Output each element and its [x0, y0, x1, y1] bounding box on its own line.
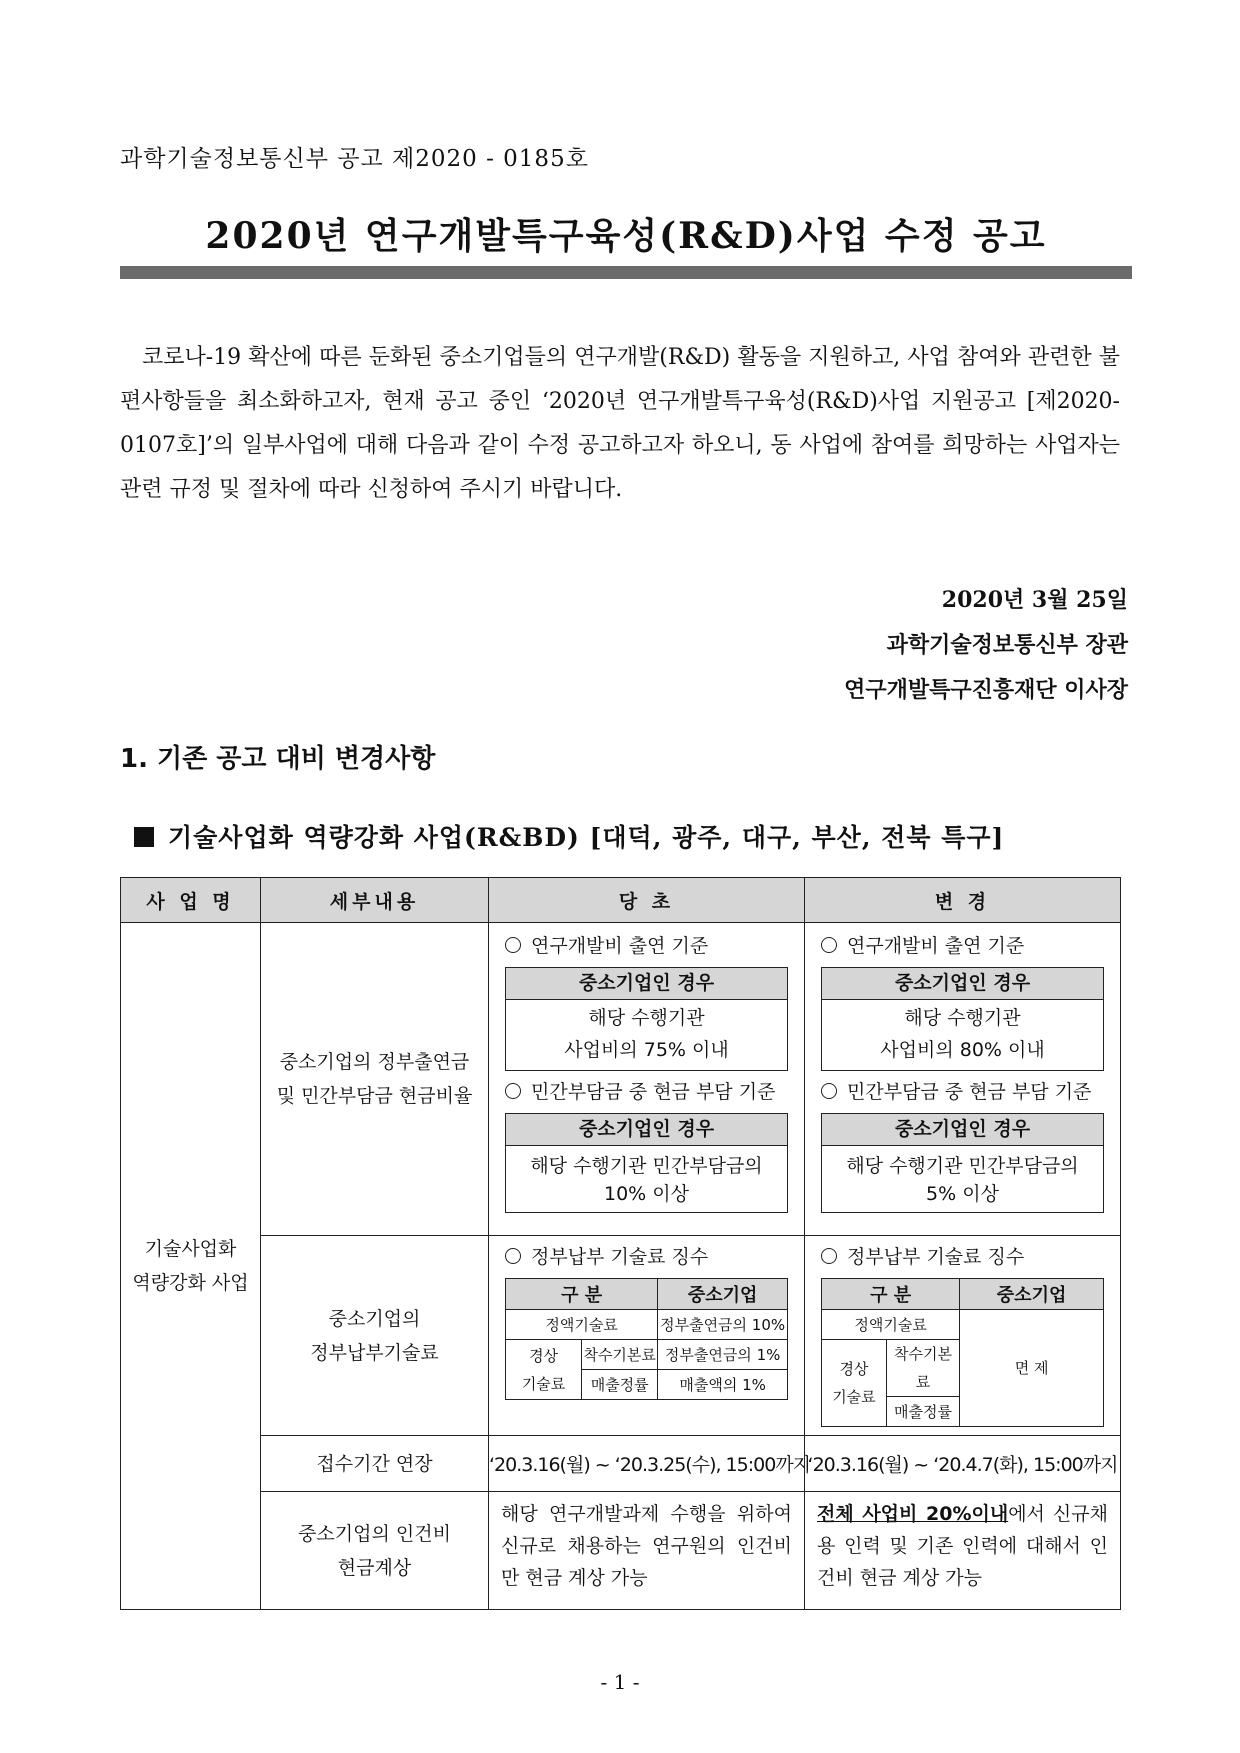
box-body: 해당 수행기관 민간부담금의 10% 이상 [530, 1155, 763, 1205]
signature-foundation: 연구개발특구진흥재단 이사장 [844, 677, 1128, 703]
page-number: - 1 - [600, 1670, 640, 1694]
table-row [121, 923, 1121, 1236]
row4-changed-emphasis: 전체 사업비 20%이내 [817, 1503, 1009, 1525]
info-box [821, 967, 1104, 1071]
row2-changed [805, 1236, 1121, 1436]
box-body: 해당 수행기관 사업비의 75% 이내 [564, 1007, 729, 1061]
box-header: 중소기업인 경우 [822, 968, 1103, 1000]
fixed-fee-label: 정액기술료 [822, 1310, 960, 1340]
box-header: 중소기업인 경우 [506, 1114, 787, 1146]
row3-changed: ‘20.3.16(월) ~ ‘20.4.7(화), 15:00까지 [805, 1436, 1121, 1492]
royalty-value: 매출액의 1% [658, 1370, 788, 1400]
circle-bullet-icon [821, 1083, 837, 1099]
row1-changed [805, 923, 1121, 1236]
fee-table-original [505, 1278, 788, 1400]
row3-original: ‘20.3.16(월) ~ ‘20.3.25(수), 15:00까지 [489, 1436, 805, 1492]
intro-paragraph [120, 336, 1120, 512]
notice-number: 과학기술정보통신부 공고 제2020 - 0185호 [120, 146, 589, 172]
circle-bullet-icon [505, 1248, 521, 1264]
fee-header-category: 구 분 [822, 1279, 960, 1310]
box-body: 해당 수행기관 사업비의 80% 이내 [880, 1007, 1045, 1061]
intro-text: 코로나-19 확산에 따른 둔화된 중소기업들의 연구개발(R&D) 활동을 지원하고, 사업 참여와 관련한 불편사항들을 최소화하고자, 현재 공고 중인 ‘2020년 연구개발특구육성(R&D)사업 지원공고 [제2020-0107호]’의 일부사업에 대해 다음과 같이 수정 공고하고자 하오니, 동 사업에 참여를 희망하는 사업자는 관련 규정 및 절차에 따라 신청하여 주시기 바랍니다. [120, 345, 1120, 502]
info-box [821, 1113, 1104, 1213]
header-details: 세부내용 [261, 878, 489, 923]
row2-label: 중소기업의 정부납부기술료 [261, 1236, 489, 1436]
info-box [505, 1113, 788, 1213]
table-row [121, 1436, 1121, 1492]
box-header: 중소기업인 경우 [822, 1114, 1103, 1146]
box-header: 중소기업인 경우 [506, 968, 787, 1000]
title-rule [120, 266, 1132, 279]
row1-original [489, 923, 805, 1236]
bullet-text: 연구개발비 출연 기준 [847, 935, 1025, 957]
table-row [121, 1236, 1121, 1436]
signature-minister: 과학기술정보통신부 장관 [886, 632, 1128, 658]
fee-header-sme: 중소기업 [658, 1279, 788, 1310]
row4-label: 중소기업의 인건비 현금계상 [261, 1492, 489, 1610]
running-fee-label: 경상 기술료 [822, 1340, 887, 1427]
row3-label: 접수기간 연장 [261, 1436, 489, 1492]
running-fee-label: 경상 기술료 [506, 1340, 582, 1400]
table-row [121, 1492, 1121, 1610]
signature-date: 2020년 3월 25일 [941, 587, 1128, 613]
down-payment-label: 착수기본료 [886, 1340, 959, 1397]
fee-table-changed [821, 1278, 1104, 1427]
royalty-label: 매출정률 [582, 1370, 658, 1400]
document-title: 2020년 연구개발특구육성(R&D)사업 수정 공고 [205, 215, 1047, 257]
section-heading: 1. 기존 공고 대비 변경사항 [120, 744, 436, 774]
bullet-text: 민간부담금 중 현금 부담 기준 [847, 1081, 1092, 1103]
table-header-row [121, 878, 1121, 923]
circle-bullet-icon [821, 937, 837, 953]
bullet-text: 연구개발비 출연 기준 [531, 935, 709, 957]
bullet-text: 정부납부 기술료 징수 [531, 1246, 709, 1268]
program-name: 기술사업화 역량강화 사업 [121, 923, 261, 1610]
fee-header-category: 구 분 [506, 1279, 658, 1310]
circle-bullet-icon [821, 1248, 837, 1264]
circle-bullet-icon [505, 1083, 521, 1099]
subsection-heading [134, 818, 1004, 854]
header-original: 당 초 [489, 878, 805, 923]
row1-label: 중소기업의 정부출연금 및 민간부담금 현금비율 [261, 923, 489, 1236]
bullet-text: 정부납부 기술료 징수 [847, 1246, 1025, 1268]
header-changed: 변 경 [805, 878, 1121, 923]
changes-table [120, 877, 1121, 1610]
bullet-text: 민간부담금 중 현금 부담 기준 [531, 1081, 776, 1103]
row4-original: 해당 연구개발과제 수행을 위하여 신규로 채용하는 연구원의 인건비만 현금 계상 가능 [489, 1492, 805, 1610]
row4-changed-text: 에서 신규채용 인력 및 기존 인력에 대해서 인건비 현금 계상 가능 [817, 1503, 1108, 1589]
down-payment-label: 착수기본료 [582, 1340, 658, 1370]
square-bullet-icon [134, 827, 154, 847]
down-payment-value: 정부출연금의 1% [658, 1340, 788, 1370]
fixed-fee-label: 정액기술료 [506, 1310, 658, 1340]
box-body: 해당 수행기관 민간부담금의 5% 이상 [846, 1155, 1079, 1205]
row2-original [489, 1236, 805, 1436]
royalty-label: 매출정률 [886, 1397, 959, 1427]
row4-changed [805, 1492, 1121, 1610]
fee-header-sme: 중소기업 [960, 1279, 1104, 1310]
fixed-fee-value: 정부출연금의 10% [658, 1310, 788, 1340]
circle-bullet-icon [505, 937, 521, 953]
header-program: 사 업 명 [121, 878, 261, 923]
subsection-text: 기술사업화 역량강화 사업(R&BD) [대덕, 광주, 대구, 부산, 전북 특구] [168, 823, 1005, 852]
exemption-value: 면 제 [960, 1310, 1104, 1427]
info-box [505, 967, 788, 1071]
